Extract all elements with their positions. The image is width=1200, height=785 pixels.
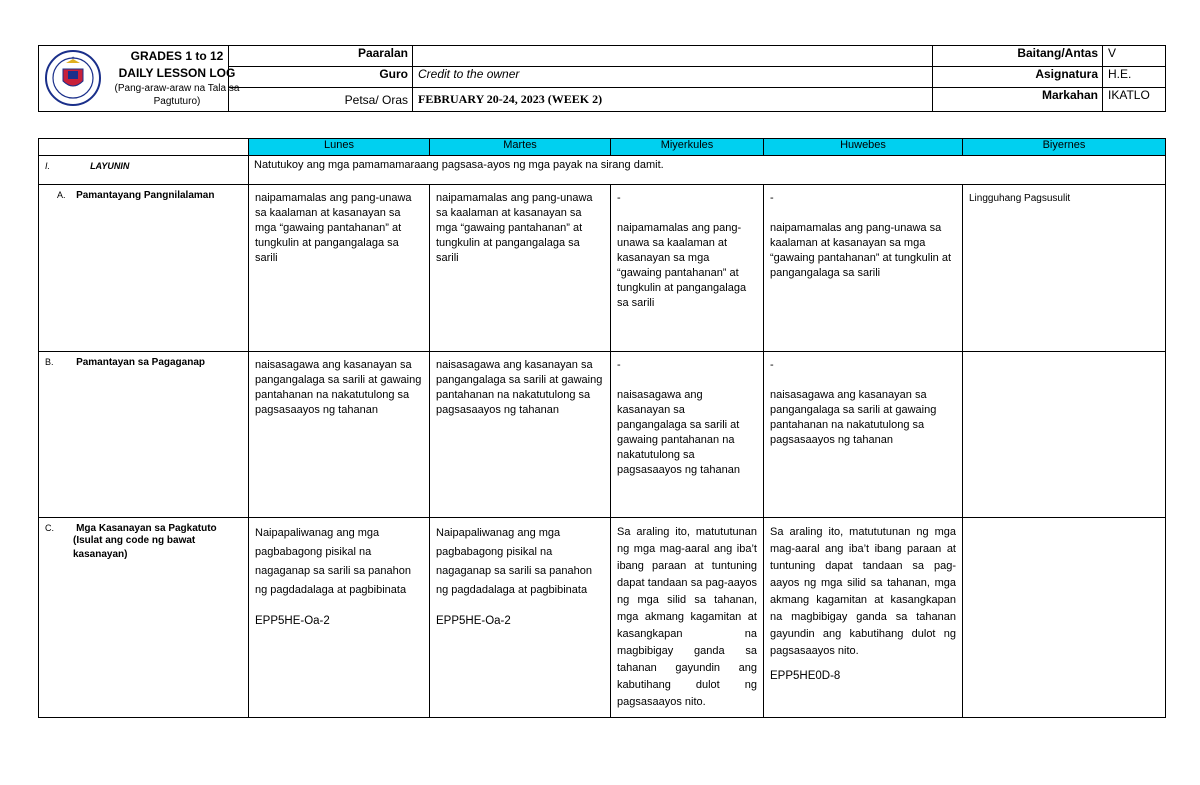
row-c-lunes-cell xyxy=(249,518,430,718)
row-a-huwebes: naipamamalas ang pang-unawa sa kaalaman at kasanayan sa mga “gawaing pantahanan” at tungkulin at pangangalaga sa sarili xyxy=(770,222,952,279)
guro-label: Guro xyxy=(229,67,413,88)
deped-seal-logo xyxy=(44,49,102,107)
row-c-lunes: Naipapaliwanag ang mga pagbabagong pisikal na nagaganap sa sarili sa panahon ng pagdadalaga at pagbibinata xyxy=(255,527,411,596)
svg-text:★: ★ xyxy=(71,55,75,60)
row-b-lunes: naisasagawa ang kasanayan sa pangangalaga sa sarili at gawaing pantahanan na nakatutulong sa pagsasaayos ng tahanan xyxy=(249,352,430,518)
day-header-biyernes: Biyernes xyxy=(963,139,1166,156)
row-a-huwebes-cell xyxy=(764,185,963,352)
row-c-huwebes-code: EPP5HE0D-8 xyxy=(770,670,841,682)
row-pamantayang-pangnilalaman xyxy=(39,185,1166,352)
baitang-field: V xyxy=(1103,46,1166,67)
row-b-miyerkules: naisasagawa ang kasanayan sa pangangalaga sa sarili at gawaing pantahanan na nakatutulong sa pagsasaayos ng tahanan xyxy=(617,389,740,476)
asignatura-label: Asignatura xyxy=(933,67,1103,88)
layunin-number: I. xyxy=(45,161,51,171)
row-c-label: Mga Kasanayan sa Pagkatuto xyxy=(76,523,217,534)
baitang-label: Baitang/Antas xyxy=(933,46,1103,67)
row-a-huwebes-dash: - xyxy=(770,192,774,204)
layunin-label: LAYUNIN xyxy=(90,161,130,171)
title-grades: GRADES 1 to 12 xyxy=(130,49,224,63)
title-daily-lesson-log: DAILY LESSON LOG xyxy=(118,66,236,80)
row-c-number: C. xyxy=(45,523,54,533)
row-b-miyerkules-dash: - xyxy=(617,359,621,371)
row-a-lunes: naipamamalas ang pang-unawa sa kaalaman at kasanayan sa mga “gawaing pantahanan” at tungkulin at pangangalaga sa sarili xyxy=(249,185,430,352)
row-c-martes: Naipapaliwanag ang mga pagbabagong pisikal na nagaganap sa sarili sa panahon ng pagdadalaga at pagbibinata xyxy=(436,527,592,596)
row-b-martes: naisasagawa ang kasanayan sa pangangalaga sa sarili at gawaing pantahanan na nakatutulong sa pagsasaayos ng tahanan xyxy=(430,352,611,518)
row-b-huwebes: naisasagawa ang kasanayan sa pangangalaga sa sarili at gawaing pantahanan na nakatutulong sa pagsasaayos ng tahanan xyxy=(770,389,937,446)
row-b-miyerkules-cell xyxy=(611,352,764,518)
row-b-huwebes-dash: - xyxy=(770,359,774,371)
row-a-miyerkules: naipamamalas ang pang-unawa sa kaalaman at kasanayan sa mga “gawaing pantahanan” at tungkulin at pangangalaga sa sarili xyxy=(617,222,747,309)
row-a-miyerkules-cell xyxy=(611,185,764,352)
row-c-huwebes-cell xyxy=(764,518,963,718)
row-mga-kasanayan-sa-pagkatuto xyxy=(39,518,1166,718)
row-b-huwebes-cell xyxy=(764,352,963,518)
row-pamantayan-sa-pagaganap xyxy=(39,352,1166,518)
paaralan-label: Paaralan xyxy=(229,46,413,67)
markahan-field: IKATLO xyxy=(1103,88,1166,112)
row-c-biyernes xyxy=(963,518,1166,718)
row-a-miyerkules-dash: - xyxy=(617,192,621,204)
row-b-label: Pamantayan sa Pagaganap xyxy=(76,357,206,368)
row-a-number: A. xyxy=(57,190,66,200)
row-c-martes-cell xyxy=(430,518,611,718)
guro-field: Credit to the owner xyxy=(413,67,933,88)
layunin-label-cell xyxy=(39,156,249,185)
markahan-label: Markahan xyxy=(933,88,1103,112)
day-header-miyerkules: Miyerkules xyxy=(611,139,764,156)
petsa-label: Petsa/ Oras xyxy=(229,88,413,112)
row-c-martes-code: EPP5HE-Oa-2 xyxy=(436,615,511,627)
day-header-lunes: Lunes xyxy=(249,139,430,156)
row-a-label: Pamantayang Pangnilalaman xyxy=(76,190,215,201)
layunin-row xyxy=(39,156,1166,185)
day-header-martes: Martes xyxy=(430,139,611,156)
row-a-biyernes: Lingguhang Pagsusulit xyxy=(963,185,1166,352)
row-b-biyernes xyxy=(963,352,1166,518)
day-header-blank xyxy=(39,139,249,156)
asignatura-field: H.E. xyxy=(1103,67,1166,88)
day-header-row xyxy=(39,139,1166,156)
row-b-number: B. xyxy=(45,357,54,367)
row-b-label-cell xyxy=(39,352,249,518)
layunin-text: Natutukoy ang mga pamamamaraang pagsasa-ayos ng mga payak na sirang damit. xyxy=(249,156,1166,185)
lesson-log-table xyxy=(38,138,1166,718)
paaralan-field xyxy=(413,46,933,67)
row-a-label-cell xyxy=(39,185,249,352)
row-c-lunes-code: EPP5HE-Oa-2 xyxy=(255,615,330,627)
row-c-miyerkules: Sa araling ito, matututunan ng mga mag-aaral ang iba’t ibang paraan at tuntuning dapat tandaan sa pag-aayos ng mga silid sa tahanan, mga akmang kagamitan at kasangkapan na magbibigay ganda sa tahanan gayundin ang kabutihang dulot ng pagsasaayos nito. xyxy=(611,518,764,718)
title-cell xyxy=(39,46,240,112)
header-table xyxy=(38,45,1166,112)
row-c-sublabel: (Isulat ang code ng bawat kasanayan) xyxy=(73,535,196,560)
petsa-field: FEBRUARY 20-24, 2023 (WEEK 2) xyxy=(413,88,933,112)
row-a-martes: naipamamalas ang pang-unawa sa kaalaman at kasanayan sa mga “gawaing pantahanan” at tungkulin at pangangalaga sa sarili xyxy=(430,185,611,352)
title-subtitle: (Pang-araw-araw na Tala sa Pagtuturo) xyxy=(114,83,240,107)
row-c-label-cell xyxy=(39,518,249,718)
row-c-huwebes: Sa araling ito, matututunan ng mga mag-aaral ang iba’t ibang paraan at tuntuning dapat tandaan sa pag-aayos ng mga silid sa tahanan, mga akmang kagamitan at kasangkapan na magbibigay ganda sa tahanan gayundin ang kabutihang dulot ng pagsasaayos nito. xyxy=(770,526,956,657)
day-header-huwebes: Huwebes xyxy=(764,139,963,156)
